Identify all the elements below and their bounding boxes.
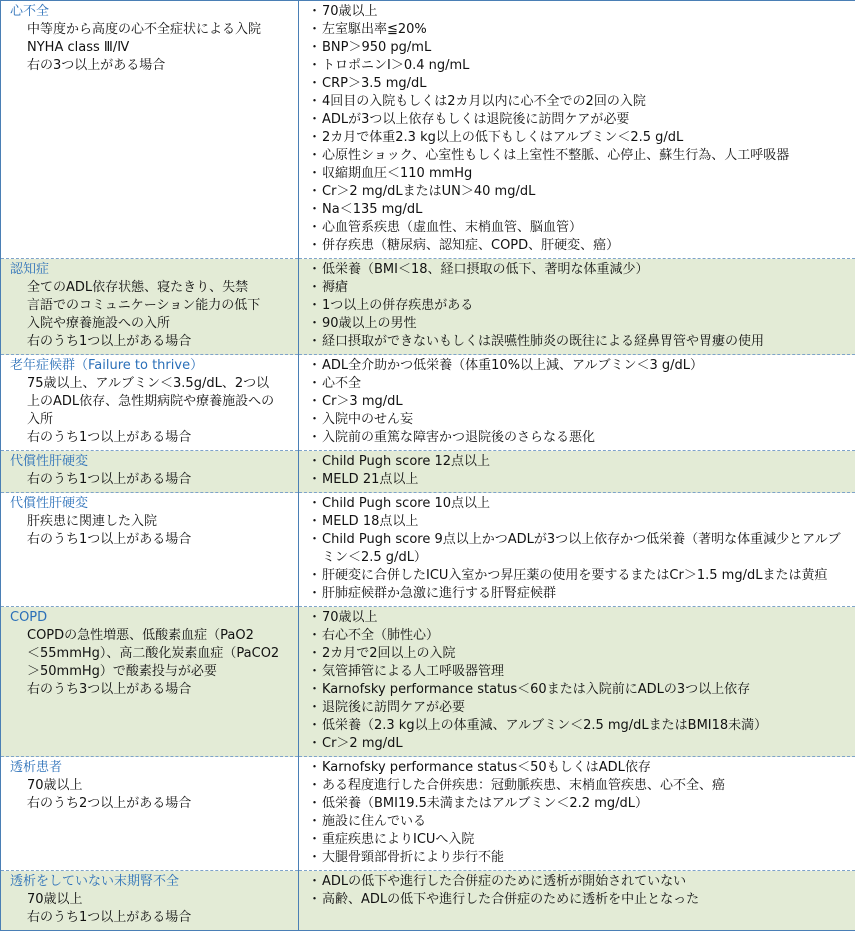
table-row <box>1 355 855 451</box>
condition-description: ＞50mmHg）で酸素投与が必要 <box>27 664 217 679</box>
criterion-item: ・ 大腿骨頸部骨折により歩行不能 <box>308 849 851 867</box>
table-row <box>1 451 855 493</box>
criteria-cell <box>299 757 855 871</box>
criterion-item: ・ 気管挿管による人工呼吸器管理 <box>308 663 851 681</box>
criterion-item: ・ 重症疾患によりICUへ入院 <box>308 831 851 849</box>
condition-description: 75歳以上、アルブミン＜3.5g/dL、2つ以 <box>27 376 270 391</box>
condition-cell <box>1 757 299 871</box>
criterion-item: ・ Cr＞2 mg/dL <box>308 735 851 753</box>
criterion-item: ・ 心不全 <box>308 375 851 393</box>
criterion-item: ・ Child Pugh score 12点以上 <box>308 453 851 471</box>
criterion-item: ・ 右心不全（肺性心） <box>308 627 851 645</box>
condition-description: ＜55mmHg）、高二酸化炭素血症（PaCO2 <box>27 646 280 661</box>
condition-description: 70歳以上 <box>27 892 83 907</box>
criterion-item: ・ Karnofsky performance status＜50もしくはADL依存 <box>308 759 851 777</box>
condition-description: 右のうち1つ以上がある場合 <box>27 532 192 547</box>
criterion-item: ・ Cr＞2 mg/dLまたはUN＞40 mg/dL <box>308 183 851 201</box>
condition-description: 全てのADL依存状態、寝たきり、失禁 <box>27 280 249 295</box>
criterion-item: ・ Cr＞3 mg/dL <box>308 393 851 411</box>
condition-cell <box>1 451 299 493</box>
criterion-item: ・ 肝硬変に合併したICU入室かつ昇圧薬の使用を要するまたはCr＞1.5 mg/dLまたは黄疸 <box>308 567 851 585</box>
criterion-item: ・ 褥瘡 <box>308 279 851 297</box>
criterion-item: ・ ADLの低下や進行した合併症のために透析が開始されていない <box>308 873 851 891</box>
criterion-item: ・ 施設に住んでいる <box>308 813 851 831</box>
table-row <box>1 607 855 757</box>
criterion-item: ・ ADLが3つ以上依存もしくは退院後に訪問ケアが必要 <box>308 111 851 129</box>
condition-description: 右の3つ以上がある場合 <box>27 58 166 73</box>
condition-title: 代償性肝硬変 <box>10 454 89 469</box>
criteria-cell <box>299 607 855 757</box>
criterion-item: ・ 経口摂取ができないもしくは誤嚥性肺炎の既往による経鼻胃管や胃瘻の使用 <box>308 333 851 351</box>
criterion-item: ・ CRP＞3.5 mg/dL <box>308 75 851 93</box>
condition-cell <box>1 259 299 355</box>
criterion-item: ・ 70歳以上 <box>308 3 851 21</box>
condition-title: 代償性肝硬変 <box>10 496 89 511</box>
condition-title: 透析患者 <box>10 760 63 775</box>
condition-description: 入所 <box>27 412 54 427</box>
table-row <box>1 757 855 871</box>
criterion-item: ・ 4回目の入院もしくは2カ月以内に心不全での2回の入院 <box>308 93 851 111</box>
condition-cell <box>1 607 299 757</box>
condition-description: 右のうち1つ以上がある場合 <box>27 472 192 487</box>
condition-description: 言語でのコミュニケーション能力の低下 <box>27 298 261 313</box>
criterion-item: ・ BNP＞950 pg/mL <box>308 39 851 57</box>
condition-title: 心不全 <box>10 4 50 19</box>
condition-description: 70歳以上 <box>27 778 83 793</box>
condition-description: 右のうち1つ以上がある場合 <box>27 430 192 445</box>
criterion-item: ・ 90歳以上の男性 <box>308 315 851 333</box>
criterion-item: ・ 低栄養（2.3 kg以上の体重減、アルブミン＜2.5 mg/dLまたはBMI18未満） <box>308 717 851 735</box>
criterion-item: ・ 低栄養（BMI＜18、経口摂取の低下、著明な体重減少） <box>308 261 851 279</box>
criterion-item: ・ 併存疾患（糖尿病、認知症、COPD、肝硬変、癌） <box>308 237 851 255</box>
criterion-item: ・ 70歳以上 <box>308 609 851 627</box>
condition-title: 認知症 <box>10 262 50 277</box>
criterion-item: ・ Karnofsky performance status＜60または入院前にADLの3つ以上依存 <box>308 681 851 699</box>
condition-description: 中等度から高度の心不全症状による入院 <box>27 22 262 37</box>
criteria-cell <box>299 1 855 259</box>
criterion-item: ・ 1つ以上の併存疾患がある <box>308 297 851 315</box>
condition-title: 透析をしていない末期腎不全 <box>10 874 180 889</box>
condition-cell <box>1 871 299 931</box>
criterion-item: ・ 高齢、ADLの低下や進行した合併症のために透析を中止となった <box>308 891 851 909</box>
condition-description: 右のうち1つ以上がある場合 <box>27 334 192 349</box>
condition-cell <box>1 1 299 259</box>
condition-description: 上のADL依存、急性期病院や療養施設への <box>27 394 275 409</box>
table-row <box>1 1 855 259</box>
condition-title: 老年症候群（Failure to thrive） <box>10 358 204 373</box>
table-row <box>1 493 855 607</box>
criteria-cell <box>299 451 855 493</box>
criterion-item: ・ Na＜135 mg/dL <box>308 201 851 219</box>
criterion-item: ・ トロポニンI＞0.4 ng/mL <box>308 57 851 75</box>
criterion-item: ・ 入院前の重篤な障害かつ退院後のさらなる悪化 <box>308 429 851 447</box>
condition-description: 入院や療養施設への入所 <box>27 316 171 331</box>
criterion-item: ・ 収縮期血圧＜110 mmHg <box>308 165 851 183</box>
criterion-item: ・ 心血管系疾患（虚血性、末梢血管、脳血管） <box>308 219 851 237</box>
criterion-item: ・ 心原性ショック、心室性もしくは上室性不整脈、心停止、蘇生行為、人工呼吸器 <box>308 147 851 165</box>
criterion-item: ・ 2カ月で体重2.3 kg以上の低下もしくはアルブミン＜2.5 g/dL <box>308 129 851 147</box>
criterion-item: ・ Child Pugh score 10点以上 <box>308 495 851 513</box>
criterion-item: ・ 低栄養（BMI19.5未満またはアルブミン＜2.2 mg/dL） <box>308 795 851 813</box>
condition-title: COPD <box>10 610 48 625</box>
condition-description: 右のうち3つ以上がある場合 <box>27 682 192 697</box>
condition-description: 右のうち1つ以上がある場合 <box>27 910 192 925</box>
condition-cell <box>1 355 299 451</box>
criteria-cell <box>299 871 855 931</box>
criterion-item: ・ 退院後に訪問ケアが必要 <box>308 699 851 717</box>
criterion-item: ・ 2カ月で2回以上の入院 <box>308 645 851 663</box>
criterion-item: ・ 肝肺症候群か急激に進行する肝腎症候群 <box>308 585 851 603</box>
criterion-item: ・ MELD 18点以上 <box>308 513 851 531</box>
criterion-item: ・ 左室駆出率≦20% <box>308 21 851 39</box>
condition-cell <box>1 493 299 607</box>
criterion-item: ・ MELD 21点以上 <box>308 471 851 489</box>
condition-description: COPDの急性増悪、低酸素血症（PaO2 <box>27 628 254 643</box>
criteria-cell <box>299 355 855 451</box>
criterion-item: ・ ある程度進行した合併疾患：冠動脈疾患、末梢血管疾患、心不全、癌 <box>308 777 851 795</box>
condition-description: NYHA class Ⅲ/Ⅳ <box>27 40 130 55</box>
condition-description: 肝疾患に関連した入院 <box>27 514 158 529</box>
criteria-cell <box>299 259 855 355</box>
table-row <box>1 871 855 931</box>
criteria-cell <box>299 493 855 607</box>
condition-description: 右のうち2つ以上がある場合 <box>27 796 192 811</box>
table-row <box>1 259 855 355</box>
criterion-item: ・ 入院中のせん妄 <box>308 411 851 429</box>
criterion-item: ・ ADL全介助かつ低栄養（体重10%以上減、アルブミン＜3 g/dL） <box>308 357 851 375</box>
criterion-item: ・ Child Pugh score 9点以上かつADLが3つ以上依存かつ低栄養（著明な体重減少とアルブミン＜2.5 g/dL） <box>308 531 851 567</box>
